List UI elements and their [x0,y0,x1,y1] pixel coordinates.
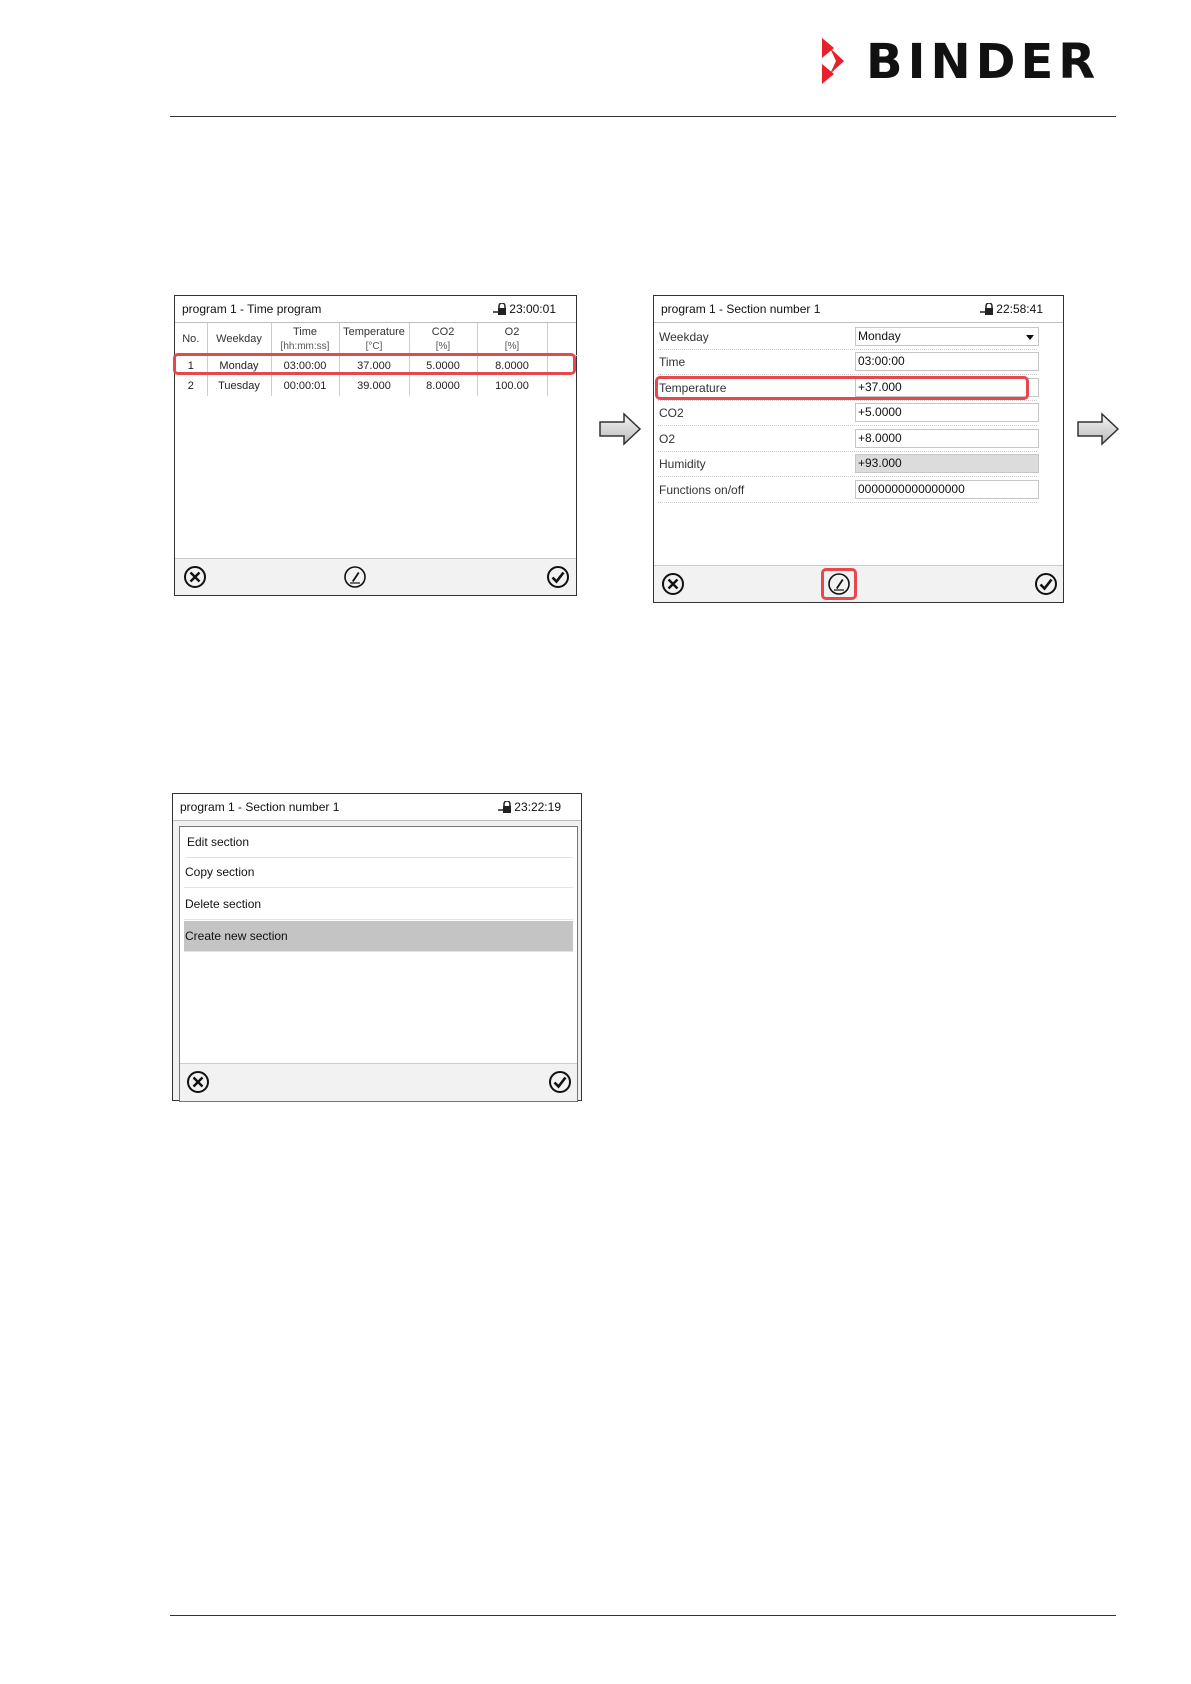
field-label: CO2 [659,406,684,420]
functions-input[interactable]: 0000000000000000 [855,480,1039,499]
humidity-value: +93.000 [855,454,1039,473]
title-bar [654,296,1063,323]
clock-time: 23:00:01 [509,302,556,316]
binder-logo-mark [822,38,852,84]
confirm-icon[interactable] [1034,572,1058,596]
field-functions [658,478,1037,503]
cell-no: 1 [175,356,207,377]
confirm-icon[interactable] [546,565,570,589]
cancel-icon[interactable] [186,1070,210,1094]
field-label: Functions on/off [659,483,745,497]
screen-title: program 1 - Section number 1 [180,800,340,814]
column-header: Weekday [207,323,271,356]
field-o2 [658,427,1037,452]
cell-co2: 8.0000 [409,376,477,396]
screen-title: program 1 - Time program [182,302,322,316]
edit-icon[interactable] [343,565,367,589]
selected-row-highlight [173,353,576,375]
temperature-highlight [655,376,1029,400]
time-program-screen [174,295,577,596]
cancel-icon[interactable] [661,572,685,596]
binder-logo [822,34,1117,90]
clock-time: 22:58:41 [996,302,1043,316]
field-weekday [658,325,1037,350]
brand-name: BINDER [866,34,1101,90]
cell-time: 00:00:01 [271,376,339,396]
cell-temperature: 39.000 [339,376,409,396]
o2-input[interactable]: +8.0000 [855,429,1039,448]
cancel-icon[interactable] [183,565,207,589]
bottom-bar [180,1063,577,1101]
header-rule [170,116,1116,117]
menu-item-edit-section[interactable]: Edit section [186,827,573,858]
bottom-bar [175,558,576,595]
section-edit-screen [653,295,1064,603]
table-header-row [175,323,577,356]
screen-title: program 1 - Section number 1 [661,302,821,316]
column-header: O2 [%] [477,323,547,356]
clock-time: 23:22:19 [514,800,561,814]
lock-icon [498,801,512,813]
field-time [658,350,1037,375]
title-bar [173,794,581,821]
menu-item-copy-section[interactable]: Copy section [184,857,573,888]
field-label: Time [659,355,686,369]
footer-rule [170,1615,1116,1616]
bottom-bar [654,565,1063,602]
section-context-menu [179,826,578,1102]
column-header: No. [175,323,207,356]
clock [498,794,561,820]
section-menu-screen [172,793,582,1101]
arrow-right-icon [598,412,642,446]
temperature-input[interactable]: +37.000 [855,378,1039,397]
cell-co2: 5.0000 [409,356,477,377]
cell-time: 03:00:00 [271,356,339,377]
chevron-down-icon [1026,335,1034,340]
column-header: Temperature [°C] [339,323,409,356]
title-bar [175,296,576,323]
cell-o2: 8.0000 [477,356,547,377]
cell-o2: 100.00 [477,376,547,396]
time-input[interactable]: 03:00:00 [855,352,1039,371]
field-label: Weekday [659,330,709,344]
table-row[interactable] [175,376,577,396]
field-label: Humidity [659,457,706,471]
confirm-icon[interactable] [548,1070,572,1094]
clock [493,296,556,322]
cell-weekday: Tuesday [207,376,271,396]
lock-icon [493,303,507,315]
field-co2 [658,401,1037,426]
weekday-select[interactable]: Monday [855,327,1039,346]
edit-icon[interactable] [827,572,851,596]
lock-icon [980,303,994,315]
field-label: O2 [659,432,676,446]
co2-input[interactable]: +5.0000 [855,403,1039,422]
menu-item-create-new-section[interactable]: Create new section [184,921,573,952]
arrow-right-icon [1076,412,1120,446]
menu-item-delete-section[interactable]: Delete section [184,889,573,920]
cell-weekday: Monday [207,356,271,377]
column-header: Time [hh:mm:ss] [271,323,339,356]
field-label: Temperature [659,381,727,395]
cell-no: 2 [175,376,207,396]
column-header: CO2 [%] [409,323,477,356]
cell-temperature: 37.000 [339,356,409,377]
clock [980,296,1043,322]
field-humidity [658,452,1037,477]
